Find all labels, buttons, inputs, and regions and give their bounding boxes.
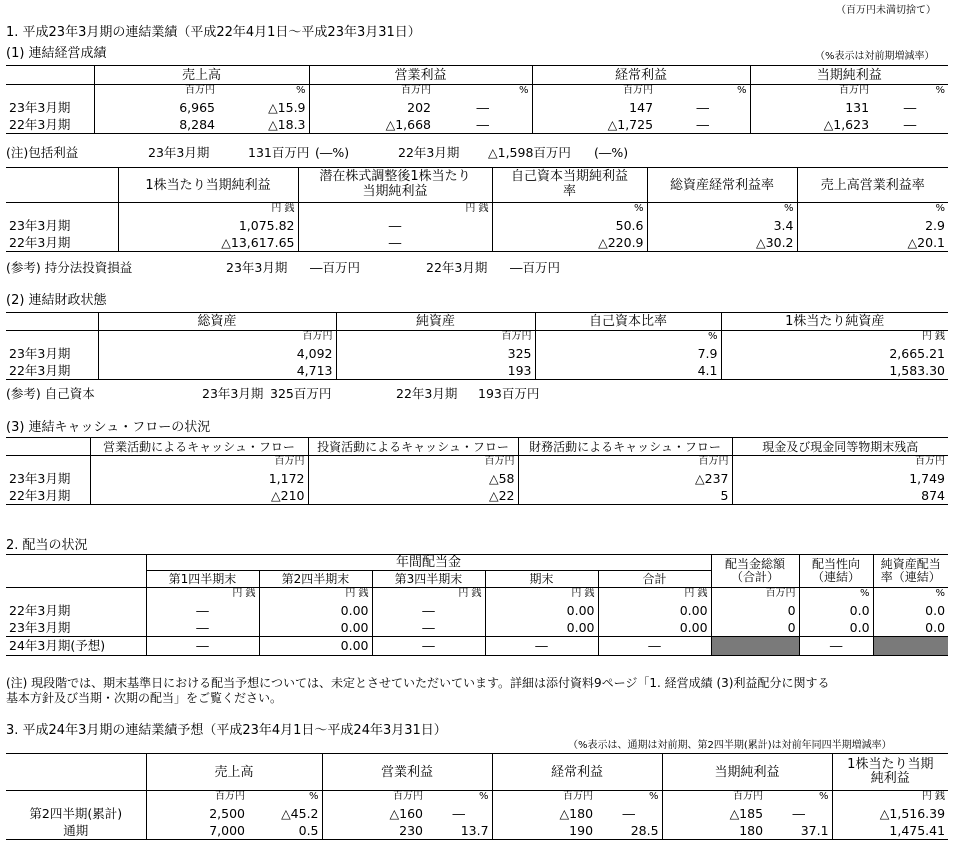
note-period: 22年3月期 [396,386,458,401]
cell: 0.00 [485,620,598,637]
cell: 874 [732,488,948,505]
cell: 0.5 [248,823,322,840]
unit: 百万円 [146,791,248,806]
cell: 3.4 [647,218,797,235]
header-net-income: 当期純利益 [662,754,832,791]
cell: 7,000 [146,823,248,840]
unit: 百万円 [94,85,218,100]
cell: ― [485,637,598,656]
unit: 百万円 [336,331,535,346]
forecast-table [6,753,948,840]
per-share-table [6,167,948,252]
cell: ― [656,100,750,117]
unit: % [766,791,832,806]
header-total-dividend [711,555,799,588]
cell: 1,172 [90,471,308,488]
note-value: ―百万円 [510,260,561,275]
header-eps [832,754,948,791]
row-label: 23年3月期 [9,99,71,115]
header-line: 総資産経常利益率 [669,177,774,193]
cell: ― [799,637,873,656]
cell: 0.00 [598,620,711,637]
unit: % [248,791,322,806]
cell: 0.0 [873,620,948,637]
unit: % [799,588,873,603]
header-line: 純資産配当 [880,556,941,571]
cell: △18.3 [218,117,309,134]
cell: ― [596,806,662,823]
cell: 2.9 [925,217,945,233]
row-label: 通期 [6,823,146,840]
cell: △20.1 [797,235,948,252]
cell: ― [146,603,259,620]
header-payout-ratio [799,555,873,588]
note-value: 131百万円 [248,145,310,160]
cell: 28.5 [596,823,662,840]
cell: 2,665.21 [889,345,945,361]
unit: 円 銭 [921,331,945,342]
header-line: 売上高営業利益率 [820,177,925,193]
cell: 325 [336,346,535,363]
dividend-note-line2: 基本方針及び当期・次期の配当」をご覧ください。 [6,691,283,705]
unit: % [935,85,946,96]
note-period: 22年3月期 [426,260,488,275]
table-row [6,488,948,505]
table-row [6,346,948,363]
forecast-title: 3. 平成24年3月期の連結業績予想（平成23年4月1日～平成24年3月31日） [6,723,447,738]
unit: 円 銭 [298,203,492,218]
row-label: 第2四半期(累計) [29,805,123,821]
unit: 百万円 [518,456,732,471]
header-roa [647,168,797,203]
cell: 0.00 [259,637,372,656]
cell: △45.2 [248,806,322,823]
cell: ― [903,99,917,115]
row-label: 22年3月期 [6,117,94,134]
financial-position-title: (2) 連結財政状態 [6,293,107,308]
equity-note-label: (参考) 自己資本 [6,386,95,401]
row-label: 23年3月期 [9,345,71,361]
change-rate-note: （%表示は対前期増減率） [815,51,935,62]
header-line: （合計） [731,570,780,584]
unit: 円 銭 [372,588,485,603]
header-operating-income: 営業利益 [309,66,532,85]
header-line: 配当金総額 [725,556,786,571]
table-row [6,637,948,656]
unit: % [434,85,532,100]
unit: % [935,588,946,599]
note-period: 23年3月期 [148,145,210,160]
table-row [6,235,948,252]
table-row [6,603,948,620]
cell: 131 [845,99,870,115]
unit: 円 銭 [118,203,298,218]
unit: 百万円 [90,456,308,471]
row-label: 22年3月期 [6,488,90,505]
header-line: （連結） [812,570,861,584]
unit-note: （百万円未満切捨て） [836,5,936,16]
unit: % [656,85,750,100]
header-line: 潜在株式調整後1株当たり [319,169,471,185]
cell: 0 [711,620,799,637]
operating-results-table [6,65,948,134]
header-q2-end: 第2四半期末 [259,571,372,588]
financial-position-table [6,312,948,380]
cell: 1,583.30 [721,363,948,380]
header-line: 率（連結） [880,570,941,584]
unit: 円 銭 [259,588,372,603]
unit: % [535,331,721,346]
cell: ― [766,806,832,823]
header-year-end: 期末 [485,571,598,588]
row-label: 22年3月期 [6,363,98,380]
cell: 0.0 [799,603,873,620]
table-row [6,218,948,235]
header-equity-ratio: 自己資本比率 [535,313,721,331]
header-ordinary-income: 経常利益 [492,754,662,791]
unit: % [596,791,662,806]
cell: ― [434,100,532,117]
cell: △30.2 [647,235,797,252]
cell: 0.00 [259,603,372,620]
unit: 百万円 [839,85,870,96]
cell: 4,713 [98,363,336,380]
table-row [6,823,948,840]
note-rate: (―%) [315,145,350,160]
unit: % [218,85,309,100]
unit: 百万円 [563,791,594,802]
table-row [6,471,948,488]
cell: △160 [389,805,424,821]
cell: ― [372,637,485,656]
cell: ― [298,235,492,252]
header-total-assets: 総資産 [98,313,336,331]
cell: ― [298,218,492,235]
table-row [6,117,948,134]
equity-method-label: (参考) 持分法投資損益 [6,260,133,275]
header-sales: 売上高 [94,66,309,85]
cell: 50.6 [492,218,647,235]
header-total: 合計 [598,571,711,588]
header-operating-income: 営業利益 [322,754,492,791]
unit: 円 銭 [598,588,711,603]
header-doe [873,555,948,588]
shaded-cell [711,637,799,656]
cell: △237 [518,471,732,488]
cell: 2,500 [146,806,248,823]
note-value: △1,598百万円 [488,145,571,160]
header-line: 率 [562,184,576,199]
header-ordinary-income: 経常利益 [532,66,750,85]
cell: 0.00 [485,603,598,620]
cell: 0.00 [259,620,372,637]
header-investing-cf: 投資活動によるキャッシュ・フロー [308,438,518,456]
header-line: 当期純利益 [362,184,428,199]
cell: ― [434,117,532,134]
table-row [6,806,948,823]
cell: 13.7 [426,823,492,840]
unit: % [492,203,647,218]
cell: 37.1 [766,823,832,840]
unit: 百万円 [308,456,518,471]
note-rate: (―%) [594,145,629,160]
unit: 百万円 [915,456,945,467]
header-net-income: 当期純利益 [750,66,948,85]
cell: 1,475.41 [832,823,948,840]
cell: △58 [308,471,518,488]
header-sales: 売上高 [146,754,322,791]
cell: 202 [407,99,432,115]
cell: 1,749 [909,470,945,486]
section1-title: 1. 平成23年3月期の連結業績（平成22年4月1日～平成23年3月31日） [6,25,421,40]
cell: 7.9 [535,346,721,363]
unit: % [935,203,945,214]
header-q3-end: 第3四半期末 [372,571,485,588]
header-annual-dividend: 年間配当金 [146,555,711,571]
cell: ― [426,806,492,823]
cash-flow-table [6,437,948,505]
operating-results-title: (1) 連結経営成績 [6,46,107,61]
cell: 0.0 [799,620,873,637]
header-bps: 1株当たり純資産 [721,313,948,331]
header-q1-end: 第1四半期末 [146,571,259,588]
header-financing-cf: 財務活動によるキャッシュ・フロー [518,438,732,456]
shaded-cell [873,637,948,656]
cell: △1,623 [750,117,872,134]
row-label: 22年3月期 [6,235,118,252]
header-operating-margin [797,168,948,203]
cell: ― [598,637,711,656]
note-period: 23年3月期 [226,260,288,275]
cash-flow-title: (3) 連結キャッシュ・フローの状況 [6,420,211,435]
cell: ― [372,603,485,620]
unit: 円 銭 [921,791,946,802]
cell: △1,516.39 [879,805,946,821]
cell: △1,725 [532,117,656,134]
dividends-title: 2. 配当の状況 [6,538,88,553]
header-cash-balance: 現金及び現金同等物期末残高 [732,438,948,456]
header-operating-cf: 営業活動によるキャッシュ・フロー [90,438,308,456]
cell: 0.0 [925,602,946,618]
dividend-note-line1: (注) 現段階では、期末基準日における配当予想については、未定とさせていただいています。詳細は添付資料9ページ「1. 経営成績 (3)利益配分に関する [6,676,830,690]
cell: 6,965 [94,100,218,117]
unit: % [647,203,797,218]
cell: 4,092 [98,346,336,363]
unit: 円 銭 [485,588,598,603]
unit: % [426,791,492,806]
cell: △210 [90,488,308,505]
cell: △15.9 [218,100,309,117]
header-line: 配当性向 [812,556,861,571]
table-row [6,620,948,637]
table-row [6,100,948,117]
header-roe [492,168,647,203]
unit: 百万円 [401,85,432,96]
unit: 百万円 [733,791,764,802]
table-row [6,363,948,380]
row-label: 23年3月期 [6,620,146,637]
header-eps [118,168,298,203]
header-line: 純利益 [870,771,910,786]
cell: △185 [729,805,764,821]
header-diluted-eps [298,168,492,203]
cell: ― [656,117,750,134]
row-label: 24年3月期(予想) [6,637,146,656]
note-value: 193百万円 [478,386,540,401]
cell: △180 [559,805,594,821]
cell: 0.00 [598,603,711,620]
cell: 0 [711,603,799,620]
cell: 5 [518,488,732,505]
row-label: 23年3月期 [9,217,71,233]
note-period: 23年3月期 [202,386,264,401]
unit: 百万円 [393,791,424,802]
header-net-assets: 純資産 [336,313,535,331]
cell: ― [872,117,948,134]
cell: ― [146,620,259,637]
note-period: 22年3月期 [398,145,460,160]
cell: 193 [336,363,535,380]
cell: ― [372,620,485,637]
cell: △1,668 [309,117,434,134]
unit: 百万円 [98,331,336,346]
cell: 8,284 [94,117,218,134]
cell: △13,617.65 [118,235,298,252]
cell: 190 [492,823,596,840]
cell: ― [146,637,259,656]
dividends-table [6,554,948,656]
cell: 230 [322,823,426,840]
unit: 百万円 [623,85,654,96]
header-line: 自己資本当期純利益 [510,169,628,185]
header-line: 1株当たり当期 [847,756,934,772]
cell: △22 [308,488,518,505]
cell: 147 [629,99,654,115]
row-label: 23年3月期 [9,470,71,486]
unit: 百万円 [711,588,799,603]
cell: △220.9 [492,235,647,252]
cell: 180 [662,823,766,840]
comprehensive-income-label: (注)包括利益 [6,145,79,160]
cell: 1,075.82 [118,218,298,235]
unit: 円 銭 [146,588,259,603]
header-line: 1株当たり当期純利益 [145,177,271,193]
note-value: 325百万円 [270,386,332,401]
note-value: ―百万円 [310,260,361,275]
cell: 4.1 [535,363,721,380]
row-label: 22年3月期 [6,603,146,620]
forecast-rate-note: （%表示は、通期は対前期、第2四半期(累計)は対前年同四半期増減率） [568,740,892,751]
